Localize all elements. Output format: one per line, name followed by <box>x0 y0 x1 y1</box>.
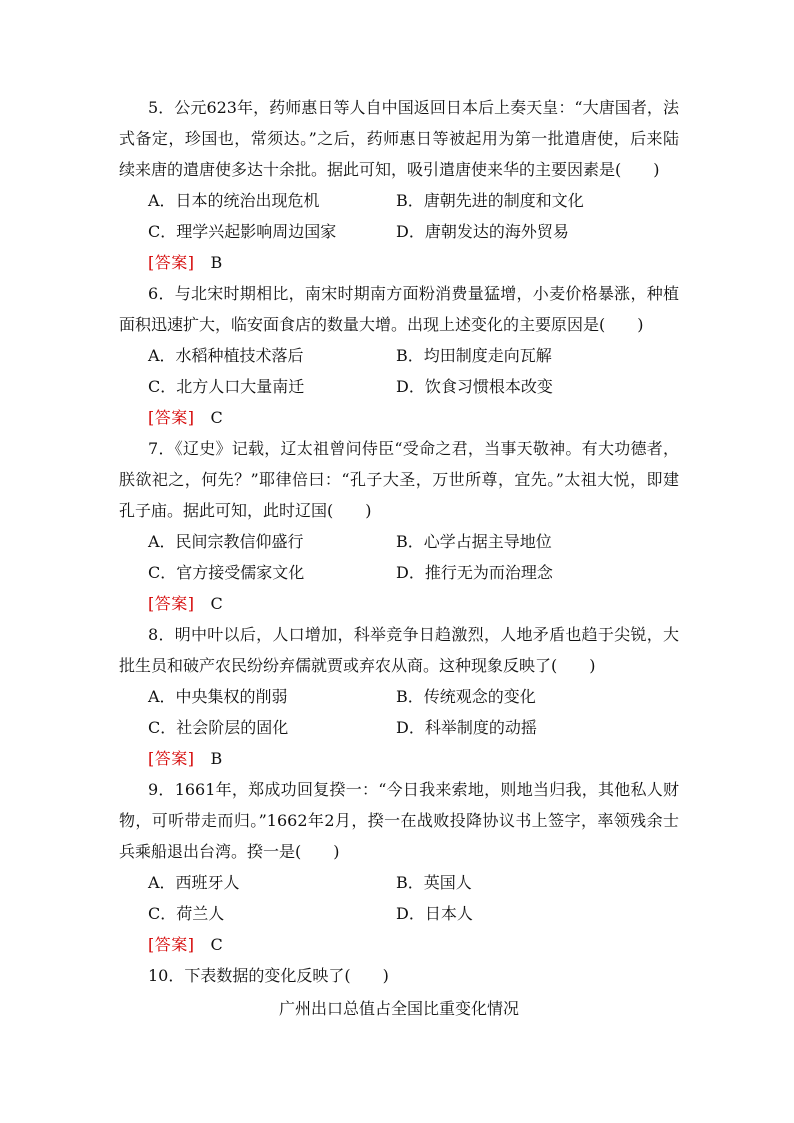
option-b: B．均田制度走向瓦解 <box>396 346 552 365</box>
options <box>119 185 679 247</box>
answer-value: C <box>210 408 223 427</box>
question-stem: 8．明中叶以后，人口增加，科举竞争日趋激烈，人地矛盾也趋于尖锐，大批生员和破产农民纷纷弃儒就贾或弃农从商。这种现象反映了( ) <box>119 625 679 675</box>
option-d: D．推行无为而治理念 <box>396 563 553 582</box>
option-a: A．日本的统治出现危机 <box>148 191 320 210</box>
option-a: A．水稻种植技术落后 <box>148 346 304 365</box>
question-5 <box>119 92 679 278</box>
answer-label: [答案] <box>148 408 195 427</box>
options <box>119 867 679 929</box>
question-6 <box>119 278 679 433</box>
answer-value: B <box>210 749 223 768</box>
options <box>119 681 679 743</box>
option-c: C．官方接受儒家文化 <box>148 563 305 582</box>
option-b: B．英国人 <box>396 873 472 892</box>
answer-line <box>119 247 679 278</box>
answer-line <box>119 588 679 619</box>
option-c: C．北方人口大量南迁 <box>148 377 305 396</box>
question-stem: 9．1661年，郑成功回复揆一：“今日我来索地，则地当归我，其他私人财物，可听带走而归。”1662年2月，揆一在战败投降协议书上签字，率领残余士兵乘船退出台湾。揆一是( ) <box>119 780 679 861</box>
table-title: 广州出口总值占全国比重变化情况 <box>278 999 519 1018</box>
answer-label: [答案] <box>148 594 195 613</box>
option-d: D．饮食习惯根本改变 <box>396 377 553 396</box>
option-a: A．西班牙人 <box>148 873 240 892</box>
question-8 <box>119 619 679 774</box>
answer-value: C <box>210 935 223 954</box>
answer-label: [答案] <box>148 253 195 272</box>
option-c: C．理学兴起影响周边国家 <box>148 222 337 241</box>
option-a: A．民间宗教信仰盛行 <box>148 532 304 551</box>
question-10 <box>119 960 679 1024</box>
option-b: B．唐朝先进的制度和文化 <box>396 191 584 210</box>
question-9 <box>119 774 679 960</box>
option-d: D．日本人 <box>396 904 473 923</box>
answer-label: [答案] <box>148 935 195 954</box>
question-7 <box>119 433 679 619</box>
question-stem: 6．与北宋时期相比，南宋时期南方面粉消费量猛增，小麦价格暴涨，种植面积迅速扩大，临安面食店的数量大增。出现上述变化的主要原因是( ) <box>119 284 679 334</box>
answer-value: B <box>210 253 223 272</box>
answer-value: C <box>210 594 223 613</box>
answer-line <box>119 402 679 433</box>
options <box>119 340 679 402</box>
answer-line <box>119 743 679 774</box>
option-c: C．荷兰人 <box>148 904 225 923</box>
options <box>119 526 679 588</box>
option-d: D．科举制度的动摇 <box>396 718 537 737</box>
question-stem: 10．下表数据的变化反映了( ) <box>148 966 389 985</box>
option-b: B．传统观念的变化 <box>396 687 536 706</box>
answer-label: [答案] <box>148 749 195 768</box>
option-a: A．中央集权的削弱 <box>148 687 288 706</box>
option-d: D．唐朝发达的海外贸易 <box>396 222 569 241</box>
answer-line <box>119 929 679 960</box>
question-list <box>119 92 679 1024</box>
question-stem: 5．公元623年，药师惠日等人自中国返回日本后上奏天皇：“大唐国者，法式备定，珍国也，常须达。”之后，药师惠日等被起用为第一批遣唐使，后来陆续来唐的遣唐使多达十余批。据此可知，吸引遣唐使来华的主要因素是( ) <box>119 98 679 179</box>
question-stem: 7．《辽史》记载，辽太祖曾问侍臣“受命之君，当事天敬神。有大功德者，朕欲祀之，何先？”耶律倍曰：“孔子大圣，万世所尊，宜先。”太祖大悦，即建孔子庙。据此可知，此时辽国( ) <box>119 439 679 520</box>
option-c: C．社会阶层的固化 <box>148 718 289 737</box>
option-b: B．心学占据主导地位 <box>396 532 552 551</box>
